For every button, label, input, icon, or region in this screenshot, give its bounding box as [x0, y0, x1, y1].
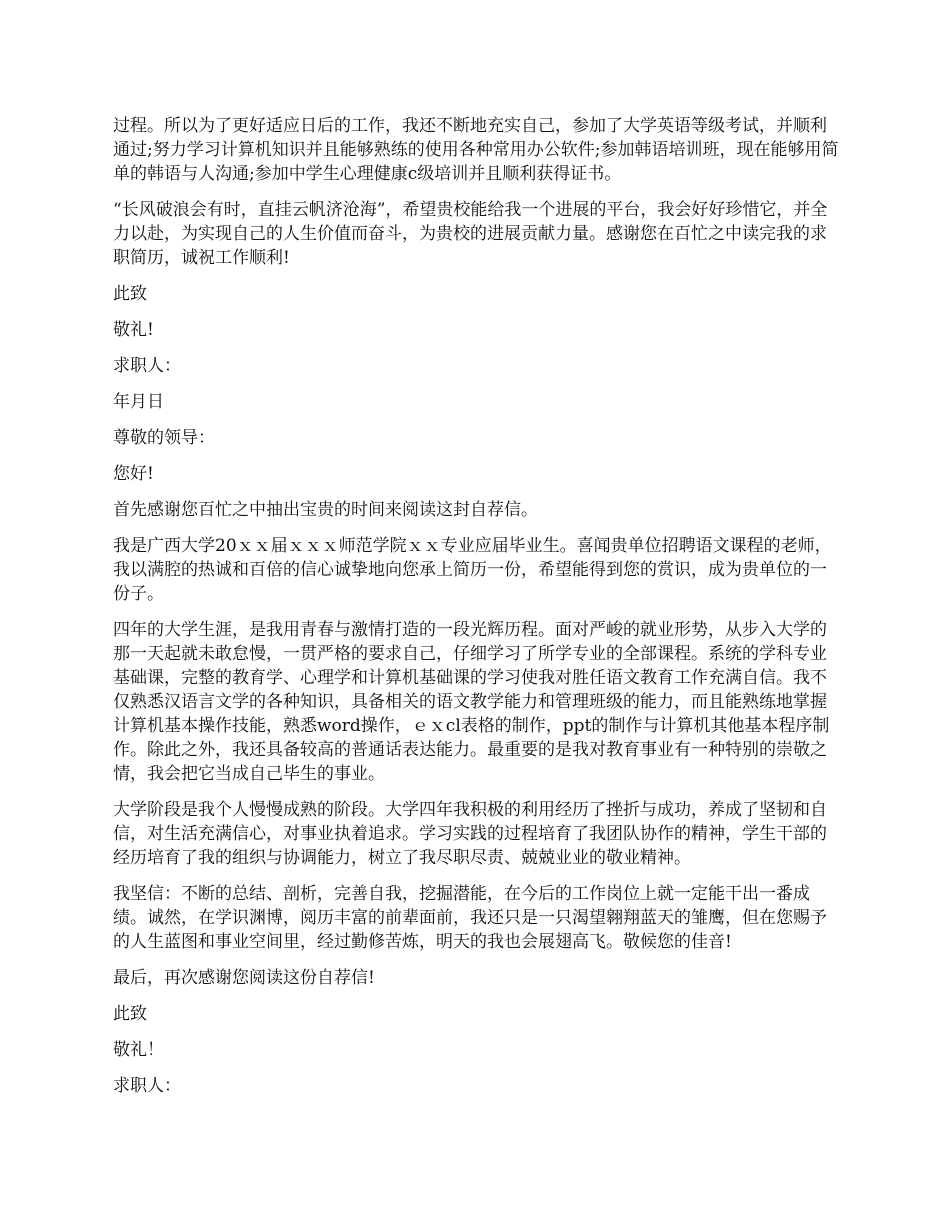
- greeting-hello: 您好!: [113, 464, 154, 484]
- signature-applicant: 求职人：: [113, 356, 181, 376]
- salutation-cizhi: 此致: [113, 284, 147, 304]
- paragraph-maturity: 大学阶段是我个人慢慢成熟的阶段。大学四年我积极的利用经历了挫折与成功，养成了坚韧和自信，对生活充满信心，对事业执着追求。学习实践的过程培育了我团队协作的精神，学生干部的经历培育了我的组织与协调能力，树立了我尽职尽责、兢兢业业的敬业精神。: [113, 800, 827, 868]
- paragraph-thanks: 首先感谢您百忙之中抽出宝贵的时间来阅读这封自荐信。: [113, 500, 538, 520]
- paragraph-university-career: 四年的大学生涯，是我用青春与激情打造的一段光辉历程。面对严峻的就业形势，从步入大学的那一天起就未敢怠慢，一贯严格的要求自己，仔细学习了所学专业的全部课程。系统的学科专业基础课，完整的教育学、心理学和计算机基础课的学习使我对胜任语文教育工作充满自信。我不仅熟悉汉语言文学的各种知识，具备相关的语文教学能力和管理班级的能力，而且能熟练地掌握计算机基本操作技能，熟悉word操作，ｅｘcl表格的制作，ppt的制作与计算机其他基本程序制作。除此之外，我还具备较高的普通话表达能力。最重要的是我对教育事业有一种特别的崇敬之情，我会把它当成自己毕生的事业。: [113, 620, 830, 784]
- signature-applicant-2: 求职人：: [113, 1076, 181, 1096]
- salutation-cizhi-2: 此致: [113, 1004, 147, 1024]
- greeting-recipient: 尊敬的领导：: [113, 428, 215, 448]
- paragraph-closing-wish: “长风破浪会有时，直挂云帆济沧海”，希望贵校能给我一个进展的平台，我会好好珍惜它，并全力以赴，为实现自己的人生价值而奋斗，为贵校的进展贡献力量。感谢您在百忙之中读完我的求职简历，诚祝工作顺利!: [113, 200, 828, 268]
- document-page: [113, 114, 843, 1110]
- paragraph-self-improvement: 过程。所以为了更好适应日后的工作，我还不断地充实自己，参加了大学英语等级考试，并顺利通过;努力学习计算机知识并且能够熟练的使用各种常用办公软件;参加韩语培训班，现在能够用简单的韩语与人沟通;参加中学生心理健康c级培训并且顺利获得证书。: [113, 116, 839, 184]
- salutation-jingli: 敬礼!: [113, 320, 154, 340]
- signature-date: 年月日: [113, 392, 164, 412]
- paragraph-belief: 我坚信：不断的总结、剖析，完善自我，挖掘潜能，在今后的工作岗位上就一定能干出一番成绩。诚然，在学识渊博，阅历丰富的前辈面前，我还只是一只渴望翱翔蓝天的雏鹰，但在您赐予的人生蓝图和事业空间里，经过勤修苦炼，明天的我也会展翅高飞。敬候您的佳音!: [113, 884, 827, 952]
- salutation-jingli-2: 敬礼！: [113, 1040, 164, 1060]
- paragraph-final-thanks: 最后，再次感谢您阅读这份自荐信!: [113, 968, 375, 988]
- paragraph-introduction: 我是广西大学20ｘｘ届ｘｘｘ师范学院ｘｘ专业应届毕业生。喜闻贵单位招聘语文课程的老师，我以满腔的热诚和百倍的信心诚挚地向您承上简历一份，希望能得到您的赏识，成为贵单位的一份子。: [113, 536, 832, 604]
